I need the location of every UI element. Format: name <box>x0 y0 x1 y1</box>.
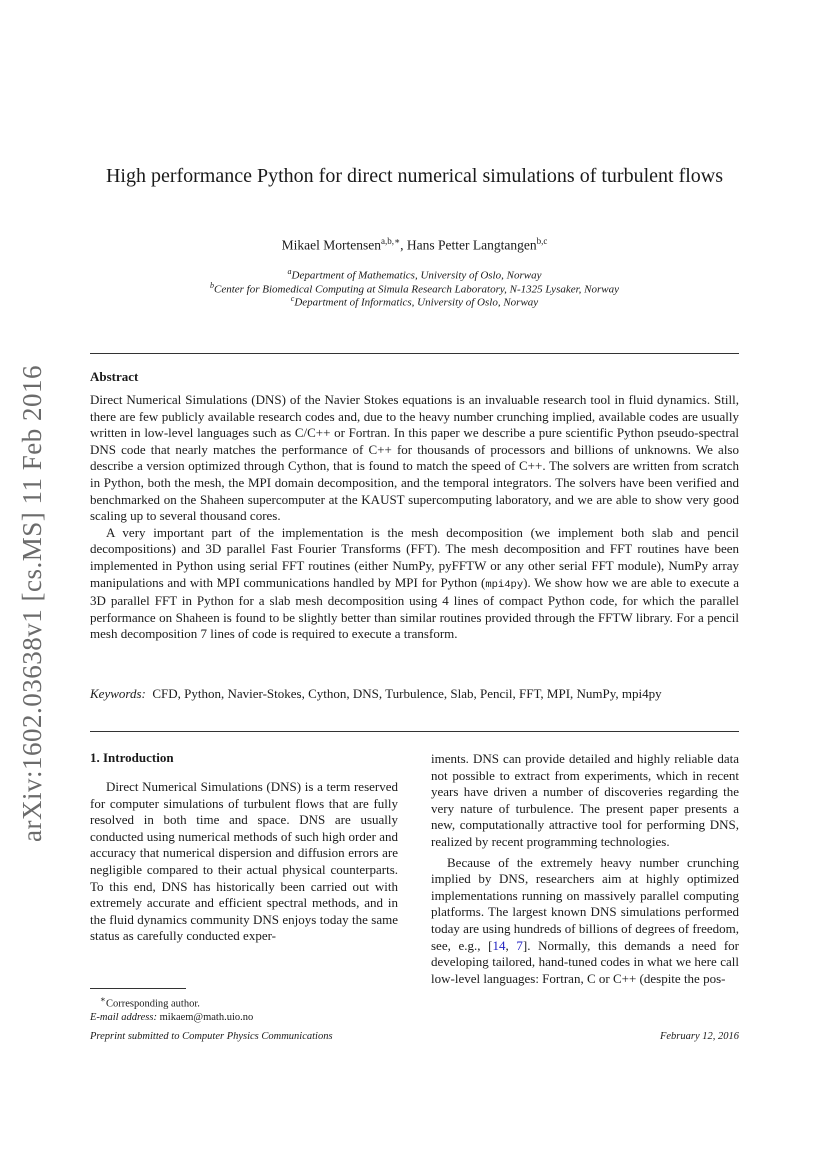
author-separator: , <box>400 237 407 253</box>
intro-paragraph: iments. DNS can provide detailed and highly reliable data not possible to extract from experiments, which in recent years have driven a number of discoveries regarding the very nature of turbulence. The present paper presents a new, computationally attractive tool for performing DNS, realized by recent programming technologies. <box>431 751 739 849</box>
abstract-paragraph <box>90 525 739 643</box>
author-marks: a,b,∗ <box>381 236 401 246</box>
arxiv-id: arXiv:1602.03638v1 [cs.MS] 11 Feb 2016 <box>16 364 47 842</box>
citation-link[interactable]: 14 <box>492 937 506 953</box>
abstract-heading: Abstract <box>90 369 139 384</box>
email-address: mikaem@math.uio.no <box>159 1011 254 1023</box>
affiliation-mark: c <box>290 294 295 303</box>
footnote-rule <box>90 988 186 989</box>
code-mpi4py: mpi4py <box>485 578 524 591</box>
keywords-label: Keywords: <box>90 686 146 701</box>
affiliation-text: Center for Biomedical Computing at Simula Research Laboratory, N-1325 Lysaker, Norway <box>213 283 620 296</box>
footnote-mark: ∗ <box>100 994 106 1004</box>
intro-text: ]. Normally, this demands a need for developing tailored, hand-tuned codes in what we here call low-level languages: Fortran, C or C++ (despite the pos- <box>431 937 739 986</box>
citation-link[interactable]: 7 <box>516 937 523 953</box>
footnote-line <box>90 993 398 1011</box>
abstract-text: ). We show how we are able to execute a 3D parallel FFT in Python for a slab mesh decomposition using 4 lines of compact Python code, for which the parallel performance on Shaheen is found to be slightly better than similar routines provided through the FFTW library. For a pencil mesh decomposition 7 lines of code is required to execute a transform. <box>90 574 739 642</box>
author-name: Hans Petter Langtangen <box>406 237 537 253</box>
abstract-body <box>90 392 739 643</box>
author-name: Mikael Mortensen <box>281 237 381 253</box>
intro-paragraph: Direct Numerical Simulations (DNS) is a term reserved for computer simulations of turbulent flows that are fully resolved in both time and space. DNS are usually conducted using numerical methods of such high order and accuracy that numerical dispersion and diffusion errors are negligible compared to their actual physical counterparts. To this end, DNS has historically been carried out with extremely accurate and efficient spectral methods, and in the fluid dynamics community DNS enjoys today the same status as carefully conducted exper- <box>90 779 398 944</box>
footer-date: February 12, 2016 <box>659 1031 739 1042</box>
affiliation-mark: b <box>209 281 214 290</box>
footnote-text: Corresponding author. <box>105 998 200 1010</box>
right-column <box>431 751 739 987</box>
left-column <box>90 779 398 945</box>
author-marks: b,c <box>536 236 548 246</box>
keywords-text: CFD, Python, Navier-Stokes, Cython, DNS, Turbulence, Slab, Pencil, FFT, MPI, NumPy, mpi4py <box>152 686 662 701</box>
footnote <box>90 993 398 1024</box>
affiliation-mark: a <box>287 267 292 276</box>
citation-separator: , <box>505 937 517 953</box>
abstract-text: A very important part of the implementation is the mesh decomposition (we implement both slab and pencil decompositions) and 3D parallel Fast Fourier Transforms (FFT). The mesh decomposition and FFT routines have been implemented in Python using serial FFT routines (either NumPy, pyFFTW or any other serial FFT module), NumPy array manipulations and with MPI communications handled by MPI for Python ( <box>90 524 739 590</box>
top-rule <box>90 353 739 354</box>
email-label: E-mail address: <box>90 1011 157 1023</box>
abstract-paragraph: Direct Numerical Simulations (DNS) of the Navier Stokes equations is an invaluable research tool in fluid dynamics. Still, there are few publicly available research codes and, due to the heavy number crunching implied, available codes are usually written in low-level languages such as C/C++ or Fortran. In this paper we describe a pure scientific Python pseudo-spectral DNS code that nearly matches the performance of C++ for thousands of processors and billions of unknowns. We also describe a version optimized through Cython, that is found to match the speed of C++. The solvers are written from scratch in Python, both the mesh, the MPI domain decomposition, and the temporal integrators. The solvers have been verified and benchmarked on the Shaheen supercomputer at the KAUST supercomputing laboratory, and we are able to show very good scaling up to several thousand cores. <box>90 392 739 524</box>
intro-text: Because of the extremely heavy number crunching implied by DNS, researchers aim at highly optimized implementations running on massively parallel computing platforms. The largest known DNS simulations performed today are using hundreds of billions of degrees of freedom, see, e.g., [ <box>431 854 739 953</box>
keywords <box>90 686 739 703</box>
affiliation <box>90 292 739 310</box>
footer-preprint: Preprint submitted to Computer Physics Communications <box>90 1031 333 1042</box>
paper-title: High performance Python for direct numerical simulations of turbulent flows <box>105 165 724 187</box>
affiliation-text: Department of Mathematics, University of Oslo, Norway <box>291 269 542 282</box>
arxiv-stamp <box>10 358 54 848</box>
section-heading: 1. Introduction <box>90 750 174 765</box>
footnote-email-line <box>90 1011 398 1024</box>
bottom-rule <box>90 731 739 732</box>
affiliation-text: Department of Informatics, University of Oslo, Norway <box>294 296 539 309</box>
author-line <box>90 236 739 254</box>
intro-paragraph <box>431 855 739 988</box>
